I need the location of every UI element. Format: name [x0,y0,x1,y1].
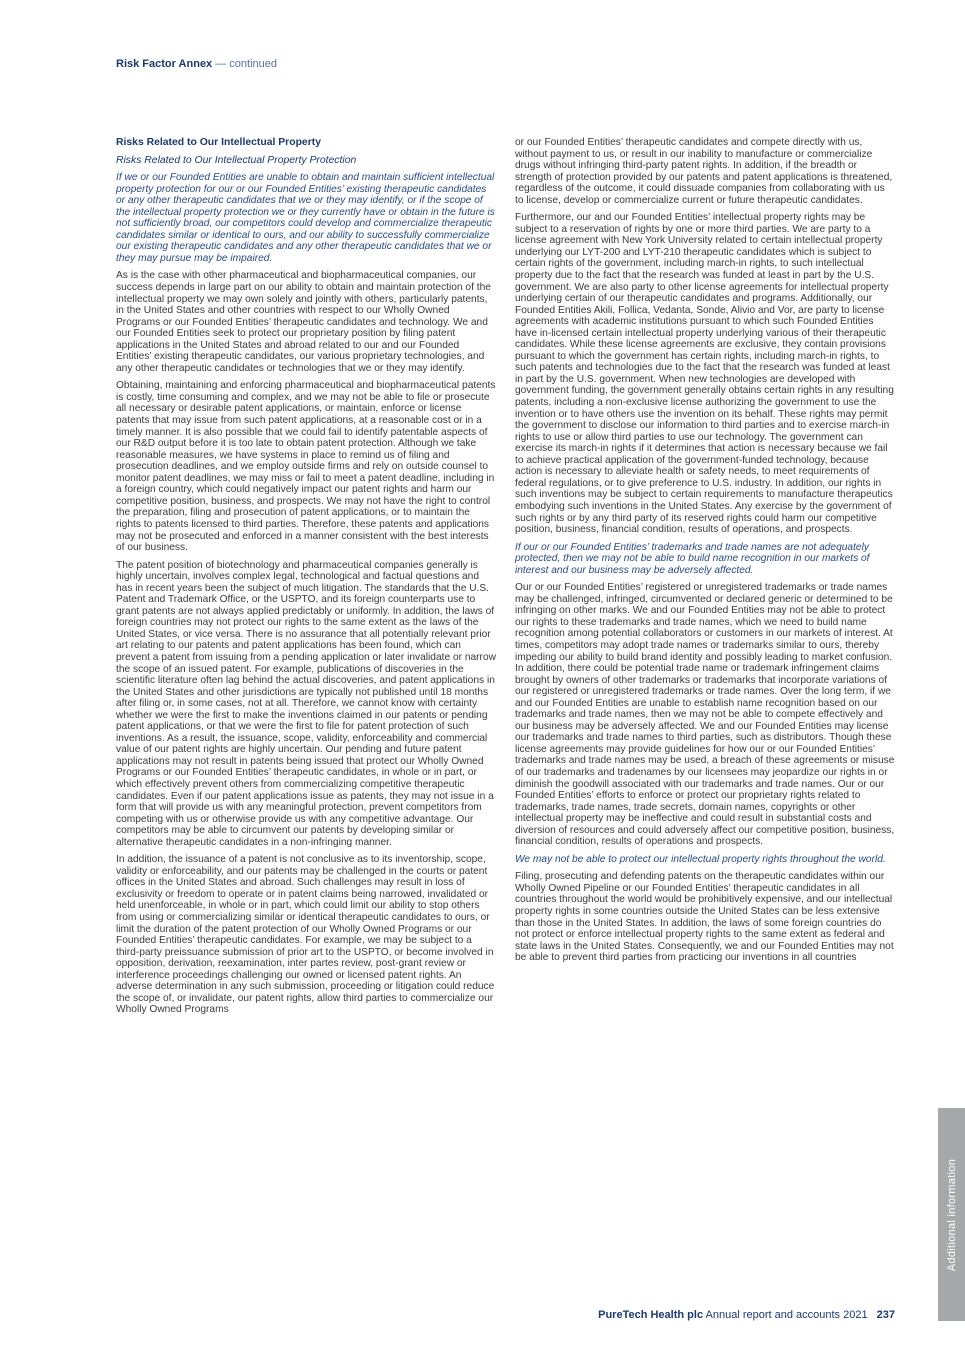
risk-statement: If we or our Founded Entities are unable to obtain and maintain sufficient intellectual property protection for our or our Founded Entities’ existing therapeutic candidates or any other therapeutic candidates that we or they may identify, or if the scope of the intellectual property protection we or they currently have or obtain in the future is not sufficiently broad, our competitors could develop and commercialize therapeutic candidates similar or identical to ours, and our ability to successfully commercialize our existing therapeutic candidates and any other therapeutic candidates that we or they may pursue may be impaired. [116,172,495,264]
footer-report-title: Annual report and accounts 2021 [705,1309,868,1321]
running-header [116,58,277,70]
body-paragraph: Our or our Founded Entities’ registered or unregistered trademarks or trade names may be challenged, infringed, circumvented or declared generic or determined to be infringing on other marks. We and our Founded Entities may not be able to protect our rights to these trademarks and trade names, which we need to build name recognition among potential collaborators or customers in our markets of interest. At times, competitors may adopt trade names or trademarks similar to ours, thereby impeding our ability to build brand identity and possibly leading to market confusion. In addition, there could be potential trade name or trademark infringement claims brought by owners of other trademarks or trademarks that incorporate variations of our registered or unregistered trademarks or trade names. Over the long term, if we and our Founded Entities are unable to establish name recognition based on our trademarks and trade names, then we may not be able to compete effectively and our business may be adversely affected. We and our Founded Entities may license our trademarks and trade names to third parties, such as distributors. Though these license agreements may provide guidelines for how our or our Founded Entities’ trademarks and trade names may be used, a breach of these agreements or misuse of our trademarks and tradenames by our licensees may jeopardize our rights in or diminish the goodwill associated with our trademarks and trade names. Our or our Founded Entities’ efforts to enforce or protect our proprietary rights related to trademarks, trade names, trade secrets, domain names, copyrights or other intellectual property may be ineffective and could result in substantial costs and diversion of resources and could adversely affect our competitive position, business, financial condition, results of operations and prospects. [515,582,895,848]
right-column [515,137,895,970]
footer-brand: PureTech Health plc [598,1309,704,1321]
risk-statement: If our or our Founded Entities’ trademarks and trade names are not adequately protected, then we may not be able to build name recognition in our markets of interest and our business may be adversely affected. [515,541,870,576]
risk-statement: We may not be able to protect our intellectual property rights throughout the world. [515,853,886,865]
body-paragraph: Filing, prosecuting and defending patents on the therapeutic candidates within our Wholly Owned Pipeline or our Founded Entities’ therapeutic candidates in all countries throughout the world would be prohibitively expensive, and our intellectual property rights in some countries outside the United States can be less extensive than those in the United States. In addition, the laws of some foreign countries do not protect or enforce intellectual property rights to the same extent as federal and state laws in the United States. Consequently, we and our Founded Entities may not be able to prevent third parties from practicing our inventions in all countries [515,871,894,964]
subsection-heading: Risks Related to Our Intellectual Property Protection [116,154,357,166]
body-paragraph: Furthermore, our and our Founded Entities’ intellectual property rights may be subject to a reservation of rights by one or more third parties. We are party to a license agreement with New York University related to certain intellectual property underlying our LYT-200 and LYT-210 therapeutic candidates which is subject to certain rights of the government, including march-in rights, to such intellectual property due to the fact that the research was funded at least in part by the U.S. government. We are also party to other license agreements for intellectual property underlying certain of our therapeutic candidates and programs. Additionally, our Founded Entities Akili, Follica, Vedanta, Sonde, Alivio and Vor, are party to license agreements with academic institutions pursuant to which such Founded Entities have in-licensed certain intellectual property underlying various of their therapeutic candidates. While these license agreements are exclusive, they contain provisions pursuant to which the government has certain rights, including march-in rights, to such patents and technologies due to the fact that the research was funded at least in part by the U.S. government. When new technologies are developed with government funding, the government generally obtains certain rights in any resulting patents, including a non-exclusive license authorizing the government to use the invention or to have others use the invention on its behalf. These rights may permit the government to disclose our information to third parties and to exercise march-in rights to use or allow third parties to use our technology. The government can exercise its march-in rights if it determines that action is necessary because we fail to achieve practical application of the government-funded technology, because action is necessary to alleviate health or safety needs, to meet requirements of federal regulations, or to give preference to U.S. industry. In addition, our rights in such inventions may be subject to certain requirements to manufacture therapeutics embodying such inventions in the United States. Any exercise by the government of such rights or by any third party of its reserved rights could harm our competitive position, business, financial condition, results of operations, and prospects. [515,212,894,536]
section-heading: Risks Related to Our Intellectual Property [116,137,321,148]
continued-label: — continued [212,58,278,70]
body-paragraph: or our Founded Entities’ therapeutic candidates and compete directly with us, without payment to us, or result in our inability to manufacture or commercialize drugs without infringing third-party patent rights. In addition, if the breadth or strength of protection provided by our patents and patent applications is threatened, regardless of the outcome, it could dissuade companies from collaborating with us to license, develop or commercialize current or future therapeutic candidates. [515,137,893,206]
section-title: Risk Factor Annex [116,58,213,70]
page-footer [598,1309,895,1321]
left-column [116,137,496,1022]
page-number: 237 [876,1309,895,1321]
body-paragraph: As is the case with other pharmaceutical and biopharmaceutical companies, our success depends in large part on our ability to obtain and maintain protection of the intellectual property we may own solely and jointly with others, particularly patents, in the United States and other countries with respect to our Wholly Owned Programs or our Founded Entities’ therapeutic candidates and technology. We and our Founded Entities seek to protect our proprietary position by filing patent applications in the United States and abroad related to our and our Founded Entities’ existing therapeutic candidates, our various proprietary technologies, and any other therapeutic candidates or technologies that we or they may identify. [116,270,491,374]
body-paragraph: Obtaining, maintaining and enforcing pharmaceutical and biopharmaceutical patents is costly, time consuming and complex, and we may not be able to file or prosecute all necessary or desirable patent applications, or maintain, enforce or license patents that may issue from such patent applications, at a reasonable cost or in a timely manner. It is also possible that we could fail to identify patentable aspects of our R&D output before it is too late to obtain patent protection. Although we take reasonable measures, we have systems in place to remind us of filing and prosecution deadlines, and we employ outside firms and rely on outside counsel to monitor patent deadlines, we may miss or fail to meet a patent deadline, including in a foreign country, which could negatively impact our patent rights and harm our competitive position, business, and prospects. We may not have the right to control the preparation, filing and prosecution of patent applications, or to maintain the rights to patents licensed to third parties. Therefore, these patents and applications may not be prosecuted and enforced in a manner consistent with the best interests of our business. [116,380,496,554]
body-paragraph: In addition, the issuance of a patent is not conclusive as to its inventorship, scope, validity or enforceability, and our patents may be challenged in the courts or patent offices in the United States and abroad. Such challenges may result in loss of exclusivity or freedom to operate or in patent claims being narrowed, invalidated or held unenforceable, in whole or in part, which could limit our ability to stop others from using or commercializing similar or identical therapeutic candidates to ours, or limit the duration of the patent protection of our Wholly Owned Programs or our Founded Entities’ therapeutic candidates. For example, we may be subject to a third-party preissuance submission of prior art to the USPTO, or become involved in opposition, derivation, reexamination, inter partes review, post-grant review or interference proceedings challenging our owned or licensed patent rights. An adverse determination in any such submission, proceeding or litigation could reduce the scope of, or invalidate, our patent rights, allow third parties to commercialize our Wholly Owned Programs [116,854,495,1016]
side-tab [938,1108,965,1321]
body-paragraph: The patent position of biotechnology and pharmaceutical companies generally is highly uncertain, involves complex legal, technological and factual questions and has in recent years been the subject of much litigation. The standards that the U.S. Patent and Trademark Office, or the USPTO, and its foreign counterparts use to grant patents are not always applied predictably or uniformly. In addition, the laws of foreign countries may not protect our rights to the same extent as the laws of the United States, or vice versa. There is no assurance that all potentially relevant prior art relating to our patents and patent applications has been found, which can prevent a patent from issuing from a pending application or later invalidate or narrow the scope of an issued patent. For example, publications of discoveries in the scientific literature often lag behind the actual discoveries, and patent applications in the United States and other jurisdictions are typically not published until 18 months after filing or, in some cases, not at all. Therefore, we cannot know with certainty whether we were the first to make the inventions claimed in our patents or pending patent applications, or that we were the first to file for patent protection of such inventions. As a result, the issuance, scope, validity, enforceability and commercial value of our patent rights are highly uncertain. Our pending and future patent applications may not result in patents being issued that protect our Wholly Owned Programs or our Founded Entities’ therapeutic candidates, in whole or in part, or which effectively prevent others from commercializing competitive therapeutic candidates. Even if our patent applications issue as patents, they may not issue in a form that will provide us with any meaningful protection, prevent competitors from competing with us or otherwise provide us with any competitive advantage. Our competitors may be able to circumvent our patents by developing similar or alternative therapeutic candidates in a non-infringing manner. [116,559,496,848]
side-tab-label: Additional information [945,1158,958,1271]
